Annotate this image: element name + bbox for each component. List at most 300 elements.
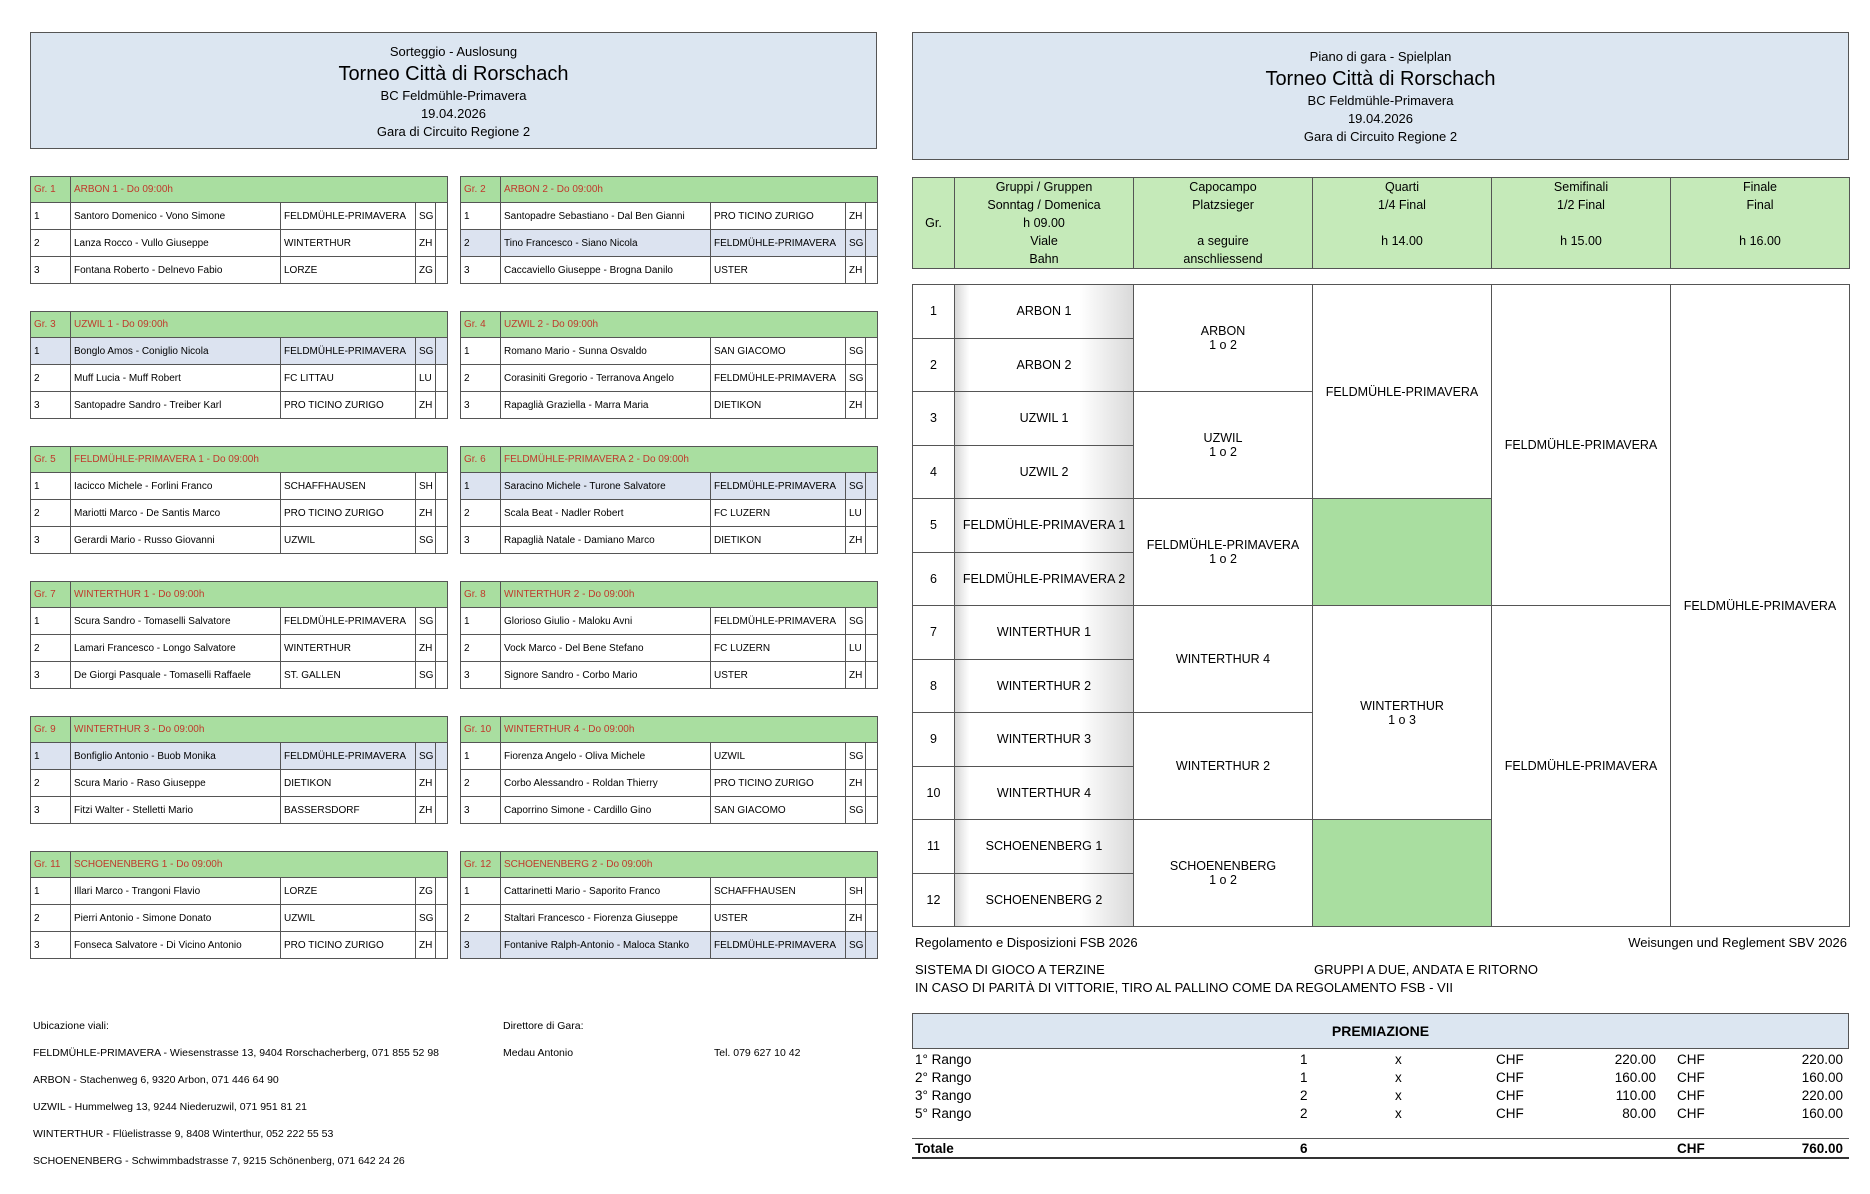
spacer-cell xyxy=(866,392,878,419)
plan-group-number: 3 xyxy=(913,392,955,446)
team-club: FELDMÜHLE-PRIMAVERA xyxy=(711,608,846,635)
group-name: WINTERTHUR 4 - Do 09:00h xyxy=(501,717,878,743)
prize-divider xyxy=(912,1138,1849,1139)
group-table xyxy=(30,311,448,419)
total-currency: CHF xyxy=(1677,1141,1705,1156)
prize-x: x xyxy=(1395,1052,1402,1067)
spacer-cell xyxy=(866,203,878,230)
row-number: 1 xyxy=(461,878,501,905)
canton-code: LU xyxy=(846,500,866,527)
prize-total: 220.00 xyxy=(1801,1088,1843,1103)
group-table xyxy=(30,581,448,689)
group-row xyxy=(31,230,448,257)
team-players: Fonseca Salvatore - Di Vicino Antonio xyxy=(71,932,281,959)
group-number: Gr. 4 xyxy=(461,312,501,338)
capocampo-cell xyxy=(1134,285,1313,392)
plan-group-number: 6 xyxy=(913,552,955,606)
group-table xyxy=(460,581,878,689)
bracket-table xyxy=(912,284,1850,927)
plan-group-name: SCHOENENBERG 2 xyxy=(955,873,1134,927)
group-name: SCHOENENBERG 1 - Do 09:00h xyxy=(71,852,448,878)
group-number: Gr. 9 xyxy=(31,717,71,743)
spacer-cell xyxy=(436,743,448,770)
spacer-cell xyxy=(436,365,448,392)
canton-code: ZH xyxy=(846,257,866,284)
plan-group-number: 8 xyxy=(913,659,955,713)
tie-rule: IN CASO DI PARITÀ DI VITTORIE, TIRO AL PALLINO COME DA REGOLAMENTO FSB - VII xyxy=(915,980,1453,995)
canton-code: ZH xyxy=(416,797,436,824)
group-row xyxy=(461,230,878,257)
group-table xyxy=(30,446,448,554)
prize-cur2: CHF xyxy=(1677,1088,1705,1103)
team-players: Fontanive Ralph-Antonio - Maloca Stanko xyxy=(501,932,711,959)
row-number: 2 xyxy=(461,365,501,392)
group-number: Gr. 8 xyxy=(461,582,501,608)
group-row xyxy=(31,257,448,284)
canton-code: ZH xyxy=(846,392,866,419)
col-capocampo: Capocampo Platzsieger a seguire anschliessend xyxy=(1134,178,1313,269)
group-row xyxy=(461,365,878,392)
team-players: Iacicco Michele - Forlini Franco xyxy=(71,473,281,500)
cell-name: WINTERTHUR 4 xyxy=(1175,652,1271,666)
team-players: Fontana Roberto - Delnevo Fabio xyxy=(71,257,281,284)
team-players: Illari Marco - Trangoni Flavio xyxy=(71,878,281,905)
spacer-cell xyxy=(436,500,448,527)
canton-code: ZH xyxy=(846,770,866,797)
team-club: SAN GIACOMO xyxy=(711,797,846,824)
group-row xyxy=(461,662,878,689)
team-club: PRO TICINO ZURIGO xyxy=(281,392,416,419)
spacer-cell xyxy=(866,230,878,257)
team-club: PRO TICINO ZURIGO xyxy=(281,932,416,959)
draw-header xyxy=(30,32,877,149)
capocampo-cell xyxy=(1134,713,1313,820)
prize-amount: 220.00 xyxy=(1614,1052,1656,1067)
spacer-cell xyxy=(866,905,878,932)
canton-code: SG xyxy=(846,743,866,770)
plan-group-name: SCHOENENBERG 1 xyxy=(955,820,1134,874)
plan-group-number: 2 xyxy=(913,338,955,392)
plan-column-headers xyxy=(912,177,1850,269)
group-number: Gr. 11 xyxy=(31,852,71,878)
cell-sub: 1 o 2 xyxy=(1209,552,1237,566)
team-club: SAN GIACOMO xyxy=(711,338,846,365)
team-club: FC LUZERN xyxy=(711,500,846,527)
group-name: WINTERTHUR 3 - Do 09:00h xyxy=(71,717,448,743)
plan-date: 19.04.2026 xyxy=(1347,111,1414,126)
group-name: FELDMÜHLE-PRIMAVERA 2 - Do 09:00h xyxy=(501,447,878,473)
team-club: FELDMÜHLE-PRIMAVERA xyxy=(711,473,846,500)
group-name: SCHOENENBERG 2 - Do 09:00h xyxy=(501,852,878,878)
plan-club: BC Feldmühle-Primavera xyxy=(1307,93,1454,108)
group-row xyxy=(31,932,448,959)
group-format: GRUPPI A DUE, ANDATA E RITORNO xyxy=(1314,962,1538,977)
team-club: FELDMÜHLE-PRIMAVERA xyxy=(281,203,416,230)
team-club: BASSERSDORF xyxy=(281,797,416,824)
header-date: 19.04.2026 xyxy=(420,106,487,121)
group-table xyxy=(460,851,878,959)
prize-rank: 3° Rango xyxy=(915,1088,972,1103)
canton-code: ZH xyxy=(846,662,866,689)
spacer-cell xyxy=(436,635,448,662)
row-number: 1 xyxy=(31,878,71,905)
prize-amount: 160.00 xyxy=(1614,1070,1656,1085)
group-number: Gr. 3 xyxy=(31,312,71,338)
team-club: WINTERTHUR xyxy=(281,635,416,662)
canton-code: ZG xyxy=(416,878,436,905)
canton-code: SG xyxy=(846,608,866,635)
row-number: 2 xyxy=(31,635,71,662)
prize-cur: CHF xyxy=(1496,1106,1524,1121)
row-number: 3 xyxy=(461,527,501,554)
group-row xyxy=(461,392,878,419)
spacer-cell xyxy=(436,662,448,689)
team-players: Bonglo Amos - Coniglio Nicola xyxy=(71,338,281,365)
row-number: 3 xyxy=(31,392,71,419)
prize-cur: CHF xyxy=(1496,1052,1524,1067)
header-subtitle: Sorteggio - Auslosung xyxy=(389,44,518,59)
spacer-cell xyxy=(866,932,878,959)
spacer-cell xyxy=(436,392,448,419)
group-row xyxy=(31,500,448,527)
group-row xyxy=(461,500,878,527)
row-number: 1 xyxy=(31,203,71,230)
row-number: 1 xyxy=(461,473,501,500)
row-number: 1 xyxy=(461,608,501,635)
rules-fsb: Regolamento e Disposizioni FSB 2026 xyxy=(915,935,1138,950)
canton-code: ZH xyxy=(416,635,436,662)
spacer-cell xyxy=(436,257,448,284)
spacer-cell xyxy=(866,878,878,905)
team-players: Santoro Domenico - Vono Simone xyxy=(71,203,281,230)
group-row xyxy=(31,608,448,635)
team-players: Caporrino Simone - Cardillo Gino xyxy=(501,797,711,824)
plan-group-number: 7 xyxy=(913,606,955,660)
canton-code: ZH xyxy=(846,527,866,554)
plan-group-name: UZWIL 1 xyxy=(955,392,1134,446)
spacer-cell xyxy=(866,338,878,365)
team-club: DIETIKON xyxy=(711,527,846,554)
header-club: BC Feldmühle-Primavera xyxy=(380,88,527,103)
group-row xyxy=(461,608,878,635)
quarter-cell xyxy=(1313,285,1492,499)
group-table xyxy=(460,716,878,824)
plan-group-number: 4 xyxy=(913,445,955,499)
team-club: ST. GALLEN xyxy=(281,662,416,689)
group-row xyxy=(461,878,878,905)
spacer-cell xyxy=(436,905,448,932)
team-club: LORZE xyxy=(281,257,416,284)
col-quarti: Quarti 1/4 Final h 14.00 xyxy=(1313,178,1492,269)
plan-group-number: 12 xyxy=(913,873,955,927)
team-club: SCHAFFHAUSEN xyxy=(711,878,846,905)
team-players: Signore Sandro - Corbo Mario xyxy=(501,662,711,689)
canton-code: SG xyxy=(416,203,436,230)
group-name: WINTERTHUR 1 - Do 09:00h xyxy=(71,582,448,608)
capocampo-cell xyxy=(1134,606,1313,713)
team-club: USTER xyxy=(711,662,846,689)
director-name: Medau Antonio xyxy=(503,1047,574,1059)
team-players: Tino Francesco - Siano Nicola xyxy=(501,230,711,257)
group-row xyxy=(461,527,878,554)
team-players: Santopadre Sebastiano - Dal Ben Gianni xyxy=(501,203,711,230)
canton-code: SG xyxy=(846,473,866,500)
group-row xyxy=(461,203,878,230)
total-amount: 760.00 xyxy=(1801,1141,1843,1156)
team-club: WINTERTHUR xyxy=(281,230,416,257)
team-players: Scura Sandro - Tomaselli Salvatore xyxy=(71,608,281,635)
group-table xyxy=(30,851,448,959)
semifinal-cell: FELDMÜHLE-PRIMAVERA xyxy=(1492,285,1671,606)
canton-code: ZG xyxy=(416,257,436,284)
prize-total: 160.00 xyxy=(1801,1106,1843,1121)
col-groups: Gruppi / Gruppen Sonntag / Domenica h 09.00 Viale Bahn xyxy=(955,178,1134,269)
group-number: Gr. 5 xyxy=(31,447,71,473)
cell-name: SCHOENENBERG xyxy=(1169,859,1277,873)
spacer-cell xyxy=(436,932,448,959)
group-row xyxy=(461,257,878,284)
group-row xyxy=(31,797,448,824)
venue-item: WINTERTHUR - Flüelistrasse 9, 8408 Winterthur, 052 222 55 53 xyxy=(33,1128,334,1140)
team-club: USTER xyxy=(711,905,846,932)
prize-count: 2 xyxy=(1300,1106,1308,1121)
row-number: 2 xyxy=(461,230,501,257)
prize-count: 1 xyxy=(1300,1052,1308,1067)
semifinal-cell: FELDMÜHLE-PRIMAVERA xyxy=(1492,606,1671,927)
canton-code: SG xyxy=(416,662,436,689)
canton-code: SG xyxy=(416,905,436,932)
row-number: 2 xyxy=(461,905,501,932)
group-number: Gr. 1 xyxy=(31,177,71,203)
canton-code: SH xyxy=(416,473,436,500)
prize-count: 1 xyxy=(1300,1070,1308,1085)
prize-x: x xyxy=(1395,1070,1402,1085)
team-club: FC LUZERN xyxy=(711,635,846,662)
team-players: Romano Mario - Sunna Osvaldo xyxy=(501,338,711,365)
spacer-cell xyxy=(866,365,878,392)
team-players: Staltari Francesco - Fiorenza Giuseppe xyxy=(501,905,711,932)
spacer-cell xyxy=(436,230,448,257)
team-players: Lamari Francesco - Longo Salvatore xyxy=(71,635,281,662)
canton-code: SG xyxy=(846,230,866,257)
cell-name: WINTERTHUR xyxy=(1360,698,1444,713)
cell-name: ARBON xyxy=(1200,324,1246,338)
row-number: 2 xyxy=(31,500,71,527)
row-number: 1 xyxy=(461,338,501,365)
group-row xyxy=(31,365,448,392)
cell-name: UZWIL xyxy=(1203,431,1243,445)
plan-event: Gara di Circuito Regione 2 xyxy=(1303,129,1458,144)
canton-code: LU xyxy=(416,365,436,392)
group-row xyxy=(461,338,878,365)
prize-x: x xyxy=(1395,1088,1402,1103)
team-club: UZWIL xyxy=(281,527,416,554)
row-number: 1 xyxy=(461,743,501,770)
prize-total: 160.00 xyxy=(1801,1070,1843,1085)
team-players: Fitzi Walter - Stelletti Mario xyxy=(71,797,281,824)
canton-code: ZH xyxy=(846,203,866,230)
group-row xyxy=(31,203,448,230)
team-players: Bonfiglio Antonio - Buob Monika xyxy=(71,743,281,770)
team-club: FELDMÜHLE-PRIMAVERA xyxy=(711,230,846,257)
plan-group-name: WINTERTHUR 2 xyxy=(955,659,1134,713)
group-row xyxy=(461,473,878,500)
canton-code: LU xyxy=(846,635,866,662)
team-club: SCHAFFHAUSEN xyxy=(281,473,416,500)
group-row xyxy=(31,770,448,797)
row-number: 1 xyxy=(461,203,501,230)
row-number: 2 xyxy=(31,230,71,257)
canton-code: SG xyxy=(416,527,436,554)
group-row xyxy=(31,392,448,419)
final-cell: FELDMÜHLE-PRIMAVERA xyxy=(1671,285,1850,927)
canton-code: ZH xyxy=(416,500,436,527)
team-players: Caccaviello Giuseppe - Brogna Danilo xyxy=(501,257,711,284)
group-row xyxy=(461,932,878,959)
row-number: 1 xyxy=(31,473,71,500)
director-label: Direttore di Gara: xyxy=(503,1020,584,1032)
plan-group-number: 11 xyxy=(913,820,955,874)
plan-group-name: FELDMÜHLE-PRIMAVERA 1 xyxy=(955,499,1134,553)
plan-group-number: 9 xyxy=(913,713,955,767)
row-number: 1 xyxy=(31,338,71,365)
plan-group-number: 1 xyxy=(913,285,955,339)
group-number: Gr. 2 xyxy=(461,177,501,203)
prize-cur: CHF xyxy=(1496,1088,1524,1103)
spacer-cell xyxy=(866,500,878,527)
row-number: 3 xyxy=(461,932,501,959)
prize-x: x xyxy=(1395,1106,1402,1121)
team-players: Corbo Alessandro - Roldan Thierry xyxy=(501,770,711,797)
plan-header xyxy=(912,32,1849,160)
row-number: 1 xyxy=(31,743,71,770)
team-players: Rapaglià Graziella - Marra Maria xyxy=(501,392,711,419)
canton-code: SG xyxy=(846,365,866,392)
group-table xyxy=(30,716,448,824)
group-row xyxy=(31,905,448,932)
prize-rank: 1° Rango xyxy=(915,1052,972,1067)
total-underline xyxy=(912,1157,1849,1159)
row-number: 2 xyxy=(31,905,71,932)
col-finale: Finale Final h 16.00 xyxy=(1671,178,1850,269)
prize-amount: 80.00 xyxy=(1622,1106,1656,1121)
team-club: FELDMÜHLE-PRIMAVERA xyxy=(711,365,846,392)
plan-group-name: FELDMÜHLE-PRIMAVERA 2 xyxy=(955,552,1134,606)
col-semifinali: Semifinali 1/2 Final h 15.00 xyxy=(1492,178,1671,269)
team-club: PRO TICINO ZURIGO xyxy=(281,500,416,527)
game-system: SISTEMA DI GIOCO A TERZINE xyxy=(915,962,1105,977)
group-number: Gr. 10 xyxy=(461,717,501,743)
team-club: FELDMÜHLE-PRIMAVERA xyxy=(281,608,416,635)
group-table xyxy=(460,176,878,284)
director-phone: Tel. 079 627 10 42 xyxy=(714,1047,801,1059)
team-club: FC LITTAU xyxy=(281,365,416,392)
team-players: Vock Marco - Del Bene Stefano xyxy=(501,635,711,662)
prize-total: 220.00 xyxy=(1801,1052,1843,1067)
spacer-cell xyxy=(866,797,878,824)
spacer-cell xyxy=(866,608,878,635)
plan-group-name: UZWIL 2 xyxy=(955,445,1134,499)
cell-name: FELDMÜHLE-PRIMAVERA xyxy=(1146,538,1300,552)
row-number: 3 xyxy=(31,527,71,554)
group-row xyxy=(461,797,878,824)
total-label: Totale xyxy=(915,1141,954,1156)
row-number: 2 xyxy=(31,770,71,797)
group-row xyxy=(31,338,448,365)
group-name: ARBON 1 - Do 09:00h xyxy=(71,177,448,203)
spacer-cell xyxy=(866,473,878,500)
team-club: UZWIL xyxy=(281,905,416,932)
row-number: 3 xyxy=(31,797,71,824)
plan-subtitle: Piano di gara - Spielplan xyxy=(1309,49,1452,64)
spacer-cell xyxy=(436,203,448,230)
plan-group-number: 5 xyxy=(913,499,955,553)
row-number: 3 xyxy=(461,392,501,419)
row-number: 2 xyxy=(461,500,501,527)
plan-group-name: WINTERTHUR 4 xyxy=(955,766,1134,820)
group-table xyxy=(460,311,878,419)
total-count: 6 xyxy=(1300,1141,1308,1156)
prize-amount: 110.00 xyxy=(1615,1088,1656,1103)
spacer-cell xyxy=(436,527,448,554)
team-players: Corasiniti Gregorio - Terranova Angelo xyxy=(501,365,711,392)
team-club: FELDMÜHLE-PRIMAVERA xyxy=(711,932,846,959)
group-name: ARBON 2 - Do 09:00h xyxy=(501,177,878,203)
spacer-cell xyxy=(866,662,878,689)
row-number: 3 xyxy=(461,662,501,689)
plan-group-name: WINTERTHUR 1 xyxy=(955,606,1134,660)
spacer-cell xyxy=(866,635,878,662)
team-club: PRO TICINO ZURIGO xyxy=(711,203,846,230)
prize-cur2: CHF xyxy=(1677,1052,1705,1067)
spacer-cell xyxy=(436,770,448,797)
team-players: De Giorgi Pasquale - Tomaselli Raffaele xyxy=(71,662,281,689)
row-number: 3 xyxy=(461,797,501,824)
group-name: FELDMÜHLE-PRIMAVERA 1 - Do 09:00h xyxy=(71,447,448,473)
spacer-cell xyxy=(866,743,878,770)
plan-group-name: ARBON 2 xyxy=(955,338,1134,392)
capocampo-cell xyxy=(1134,499,1313,606)
row-number: 2 xyxy=(461,635,501,662)
cell-sub: 1 o 2 xyxy=(1209,338,1237,352)
prize-cur: CHF xyxy=(1496,1070,1524,1085)
capocampo-cell xyxy=(1134,392,1313,499)
canton-code: ZH xyxy=(846,905,866,932)
spacer-cell xyxy=(866,770,878,797)
spacer-cell xyxy=(866,527,878,554)
group-table xyxy=(30,176,448,284)
col-gr: Gr. xyxy=(913,178,955,269)
group-row xyxy=(461,635,878,662)
canton-code: ZH xyxy=(416,770,436,797)
cell-name: WINTERTHUR 2 xyxy=(1175,759,1271,773)
group-name: UZWIL 1 - Do 09:00h xyxy=(71,312,448,338)
canton-code: ZH xyxy=(416,230,436,257)
team-players: Glorioso Giulio - Maloku Avni xyxy=(501,608,711,635)
cell-sub: 1 o 2 xyxy=(1209,445,1237,459)
row-number: 2 xyxy=(31,365,71,392)
group-row xyxy=(31,473,448,500)
canton-code: SG xyxy=(846,797,866,824)
team-club: LORZE xyxy=(281,878,416,905)
team-players: Scala Beat - Nadler Robert xyxy=(501,500,711,527)
cell-name: FELDMÜHLE-PRIMAVERA xyxy=(1325,384,1479,399)
venue-item: FELDMÜHLE-PRIMAVERA - Wiesenstrasse 13, 9404 Rorschacherberg, 071 855 52 98 xyxy=(33,1047,439,1059)
canton-code: ZH xyxy=(416,932,436,959)
venue-item: SCHOENENBERG - Schwimmbadstrasse 7, 9215 Schönenberg, 071 642 24 26 xyxy=(33,1155,405,1167)
canton-code: SG xyxy=(846,932,866,959)
quarter-empty xyxy=(1313,820,1492,927)
